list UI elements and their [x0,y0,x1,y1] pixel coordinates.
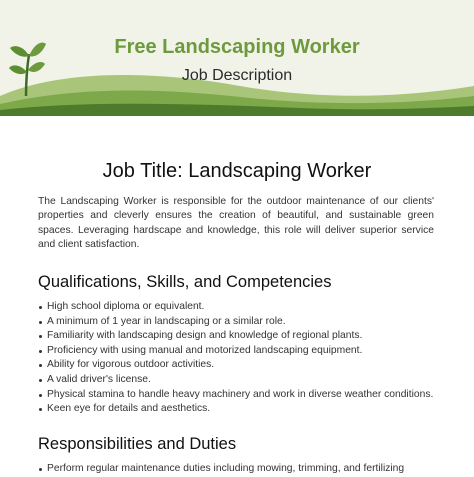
section-heading-qualifications: Qualifications, Skills, and Competencies [38,273,332,291]
header-banner [0,0,474,116]
list-item: Physical stamina to handle heavy machinery and work in diverse weather conditions. [38,388,438,403]
list-item: Familiarity with landscaping design and knowledge of regional plants. [38,329,438,344]
list-item: Keen eye for details and aesthetics. [38,402,438,417]
section-heading-responsibilities: Responsibilities and Duties [38,435,237,453]
list-item: Perform regular maintenance duties including mowing, trimming, and fertilizing [38,462,438,477]
list-item: A minimum of 1 year in landscaping or a similar role. [38,315,438,330]
page-title: Job Title: Landscaping Worker [102,160,372,182]
responsibilities-list [38,462,438,477]
list-item: A valid driver's license. [38,373,438,388]
list-item: Proficiency with using manual and motorized landscaping equipment. [38,344,438,359]
brand-subtitle: Job Description [181,67,293,84]
list-item: High school diploma or equivalent. [38,300,438,315]
brand-title: Free Landscaping Worker [114,36,360,58]
qualifications-list [38,300,438,417]
list-item: Ability for vigorous outdoor activities. [38,358,438,373]
intro-paragraph: The Landscaping Worker is responsible for the outdoor maintenance of our clients' properties and cleverly ensures the creation of beautiful, and sustainable green spaces. Leveraging hardscape and knowledge, this role will deliver superior service and client satisfaction. [38,196,434,250]
